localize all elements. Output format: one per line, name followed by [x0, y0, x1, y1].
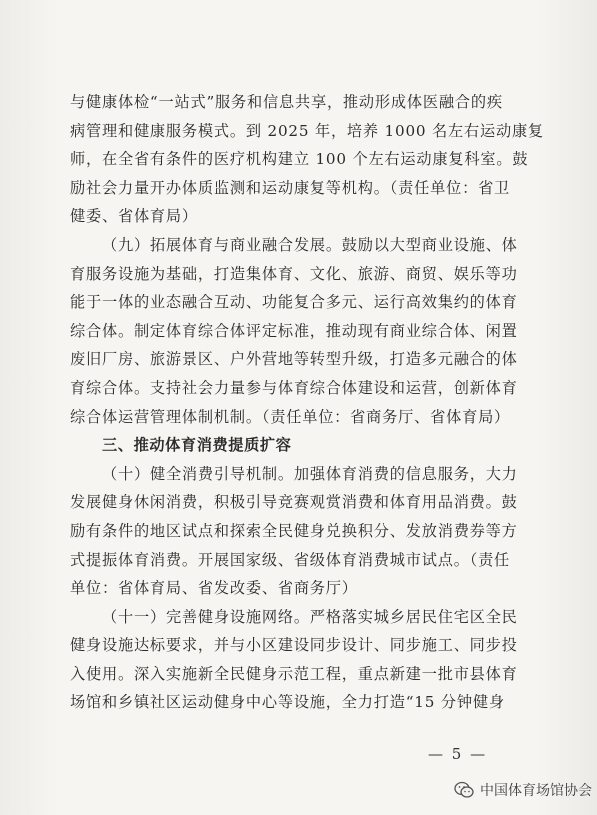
paragraph-start: （十一）完善健身设施网络。严格落实城乡居民住宅区全民	[102, 607, 518, 626]
text-line: 综合体。制定体育综合体评定标准，推动现有商业综合体、闲置	[70, 321, 518, 340]
wechat-icon	[454, 781, 474, 799]
text-line: 育服务设施为基础，打造集体育、文化、旅游、商贸、娱乐等功	[70, 264, 518, 283]
text-line: 废旧厂房、旅游景区、户外营地等转型升级，打造多元融合的体	[70, 350, 518, 369]
text-line: 育综合体。支持社会力量参与体育综合体建设和运营，创新体育	[70, 378, 518, 397]
text-line: 式提振体育消费。开展国家级、省级体育消费城市试点。（责任	[70, 550, 511, 569]
text-line: 励有条件的地区试点和探索全民健身兑换积分、发放消费券等方	[70, 521, 518, 540]
text-line: 单位：省体育局、省发改委、省商务厅）	[70, 579, 358, 598]
text-line: 与健康体检“一站式”服务和信息共享，推动形成体医融合的疾	[70, 93, 503, 111]
section-heading: 三、推动体育消费提质扩容	[102, 436, 292, 455]
text-line: 励社会力量开办体质监测和运动康复等机构。（责任单位：省卫	[70, 178, 511, 197]
text-line: 健身设施达标要求，并与小区建设同步设计、同步施工、同步投	[70, 636, 518, 655]
text-line: 场馆和乡镇社区运动健身中心等设施，全力打造“15 分钟健身	[70, 693, 505, 712]
page-number: — 5 —	[428, 745, 488, 763]
text-line: 综合体运营管理体制机制。（责任单位：省商务厅、省体育局）	[70, 407, 511, 426]
paragraph-start: （十）健全消费引导机制。加强体育消费的信息服务，大力	[102, 464, 518, 483]
text-line: 发展健身休闲消费，积极引导竞赛观赏消费和体育用品消费。鼓	[70, 493, 518, 512]
watermark	[454, 778, 592, 802]
watermark-label: 中国体育场馆协会	[480, 783, 592, 799]
paragraph-start: （九）拓展体育与商业融合发展。鼓励以大型商业设施、体	[102, 235, 518, 254]
document-body	[70, 88, 544, 717]
text-line: 健委、省体育局）	[70, 207, 198, 226]
text-line: 师，在全省有条件的医疗机构建立 100 个左右运动康复科室。鼓	[70, 150, 529, 169]
text-line: 病管理和健康服务模式。到 2025 年，培养 1000 名左右运动康复	[70, 121, 544, 140]
text-line: 能于一体的业态融合互动、功能复合多元、运行高效集约的体育	[70, 293, 518, 312]
text-line: 入使用。深入实施新全民健身示范工程，重点新建一批市县体育	[70, 664, 518, 683]
